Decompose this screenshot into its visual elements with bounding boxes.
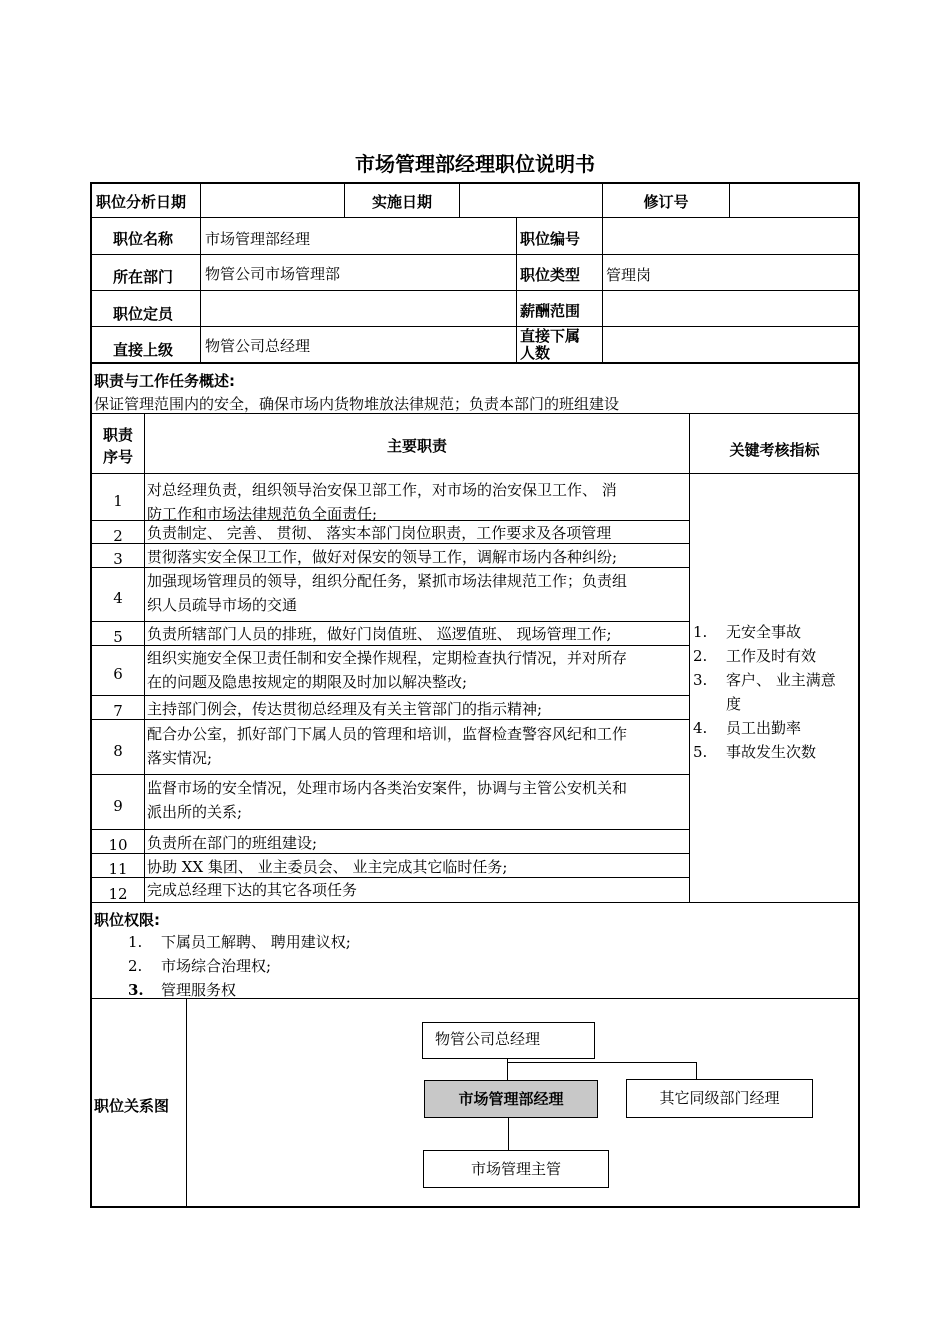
duty-text-cont: 落实情况; [147, 749, 213, 767]
kpi-number: 3. [693, 671, 708, 689]
row-divider [91, 543, 689, 544]
connector [696, 1062, 697, 1079]
duty-number: 10 [108, 836, 128, 854]
salary-label: 薪酬范围 [520, 302, 581, 320]
connector [507, 1062, 697, 1063]
duty-text: 负责所辖部门人员的排班，做好门岗值班、 巡逻值班、 现场管理工作; [147, 625, 612, 643]
duty-text: 负责所在部门的班组建设; [147, 834, 318, 852]
duty-text: 贯彻落实安全保卫工作，做好对保安的领导工作，调解市场内各种纠纷; [147, 548, 618, 566]
seq-header: 职责 序号 [102, 426, 133, 466]
duty-text-cont: 派出所的关系; [147, 803, 243, 821]
row-divider [91, 853, 689, 854]
authority-item: 管理服务权 [161, 981, 237, 999]
kpi-header: 关键考核指标 [729, 441, 820, 459]
authority-item: 下属员工解聘、 聘用建议权; [161, 933, 351, 951]
org-box-peer: 其它同级部门经理 [626, 1079, 813, 1118]
kpi-item-cont: 度 [726, 695, 742, 713]
duty-text: 组织实施安全保卫责任制和安全操作规程，定期检查执行情况，并对所存 [147, 649, 628, 667]
duty-text: 配合办公室，抓好部门下属人员的管理和培训，监督检查警容风纪和工作 [147, 725, 628, 743]
duty-number: 12 [108, 884, 128, 903]
duty-number: 2 [113, 526, 123, 545]
subordinates-label: 直接下属 人数 [520, 327, 581, 362]
kpi-number: 2. [693, 647, 708, 665]
department: 物管公司市场管理部 [205, 265, 341, 283]
duty-number: 8 [113, 741, 123, 760]
analysis-date-label: 职位分析日期 [96, 193, 187, 211]
position-type: 管理岗 [606, 266, 652, 284]
row-divider [91, 719, 689, 720]
kpi-number: 1. [693, 623, 708, 641]
duty-text: 监督市场的安全情况，处理市场内各类治安案件，协调与主管公安机关和 [147, 779, 628, 797]
duty-text: 负责制定、 完善、 贯彻、 落实本部门岗位职责，工作要求及各项管理 [147, 524, 612, 542]
duty-number: 9 [113, 796, 123, 815]
row-divider [91, 695, 689, 696]
duty-text: 协助 XX 集团、 业主委员会、 业主完成其它临时任务; [147, 858, 508, 876]
overview-label: 职责与工作任务概述: [94, 372, 235, 390]
page-title: 市场管理部经理职位说明书 [355, 152, 595, 176]
authority-number: 1. [128, 933, 143, 951]
position-name: 市场管理部经理 [205, 230, 311, 248]
authority-label: 职位权限: [94, 911, 160, 929]
kpi-item: 员工出勤率 [726, 719, 802, 737]
kpi-item: 工作及时有效 [726, 647, 817, 665]
kpi-number: 5. [693, 743, 708, 761]
duty-text-cont: 在的问题及隐患按规定的期限及时加以解决整改; [147, 673, 468, 691]
main-duties-header: 主要职责 [386, 437, 447, 455]
position-type-label: 职位类型 [520, 266, 581, 284]
department-label: 所在部门 [113, 268, 174, 286]
row-divider [91, 774, 689, 775]
headcount-label: 职位定员 [113, 305, 174, 323]
supervisor: 物管公司总经理 [205, 337, 311, 355]
duty-text-cont: 防工作和市场法律规范负全面责任; [147, 505, 378, 523]
org-box-superior: 物管公司总经理 [422, 1022, 595, 1059]
authority-item: 市场综合治理权; [161, 957, 272, 975]
duty-text-cont: 织人员疏导市场的交通 [147, 596, 298, 614]
authority-number: 2. [128, 957, 143, 975]
duty-text: 加强现场管理员的领导，组织分配任务，紧抓市场法律规范工作；负责组 [147, 572, 628, 590]
kpi-item: 事故发生次数 [726, 743, 817, 761]
duty-number: 4 [113, 589, 123, 607]
kpi-number: 4. [693, 719, 708, 737]
duty-number: 11 [108, 860, 128, 878]
duty-number: 1 [113, 492, 123, 510]
position-name-label: 职位名称 [113, 230, 174, 248]
duty-text: 完成总经理下达的其它各项任务 [147, 881, 358, 899]
effective-date-label: 实施日期 [371, 193, 432, 211]
revision-label: 修订号 [643, 193, 689, 211]
authority-number: 3. [128, 981, 144, 999]
supervisor-label: 直接上级 [113, 341, 174, 359]
relations-label: 职位关系图 [94, 1097, 170, 1115]
org-box-subordinate: 市场管理主管 [423, 1150, 609, 1188]
connector [508, 1118, 509, 1150]
duty-number: 7 [113, 702, 123, 720]
duty-number: 3 [113, 550, 123, 568]
org-box-current: 市场管理部经理 [424, 1080, 598, 1118]
duty-number: 6 [113, 665, 123, 683]
row-divider [91, 829, 689, 830]
kpi-item: 客户、 业主满意 [726, 671, 836, 689]
duty-text: 主持部门例会，传达贯彻总经理及有关主管部门的指示精神; [147, 700, 543, 718]
row-divider [91, 567, 689, 568]
position-code-label: 职位编号 [520, 230, 581, 248]
duty-text: 对总经理负责，组织领导治安保卫部工作，对市场的治安保卫工作、 消 [147, 481, 617, 499]
overview-text: 保证管理范围内的安全，确保市场内货物堆放法律规范；负责本部门的班组建设 [94, 395, 620, 413]
kpi-item: 无安全事故 [726, 623, 802, 641]
duty-number: 5 [113, 628, 123, 646]
